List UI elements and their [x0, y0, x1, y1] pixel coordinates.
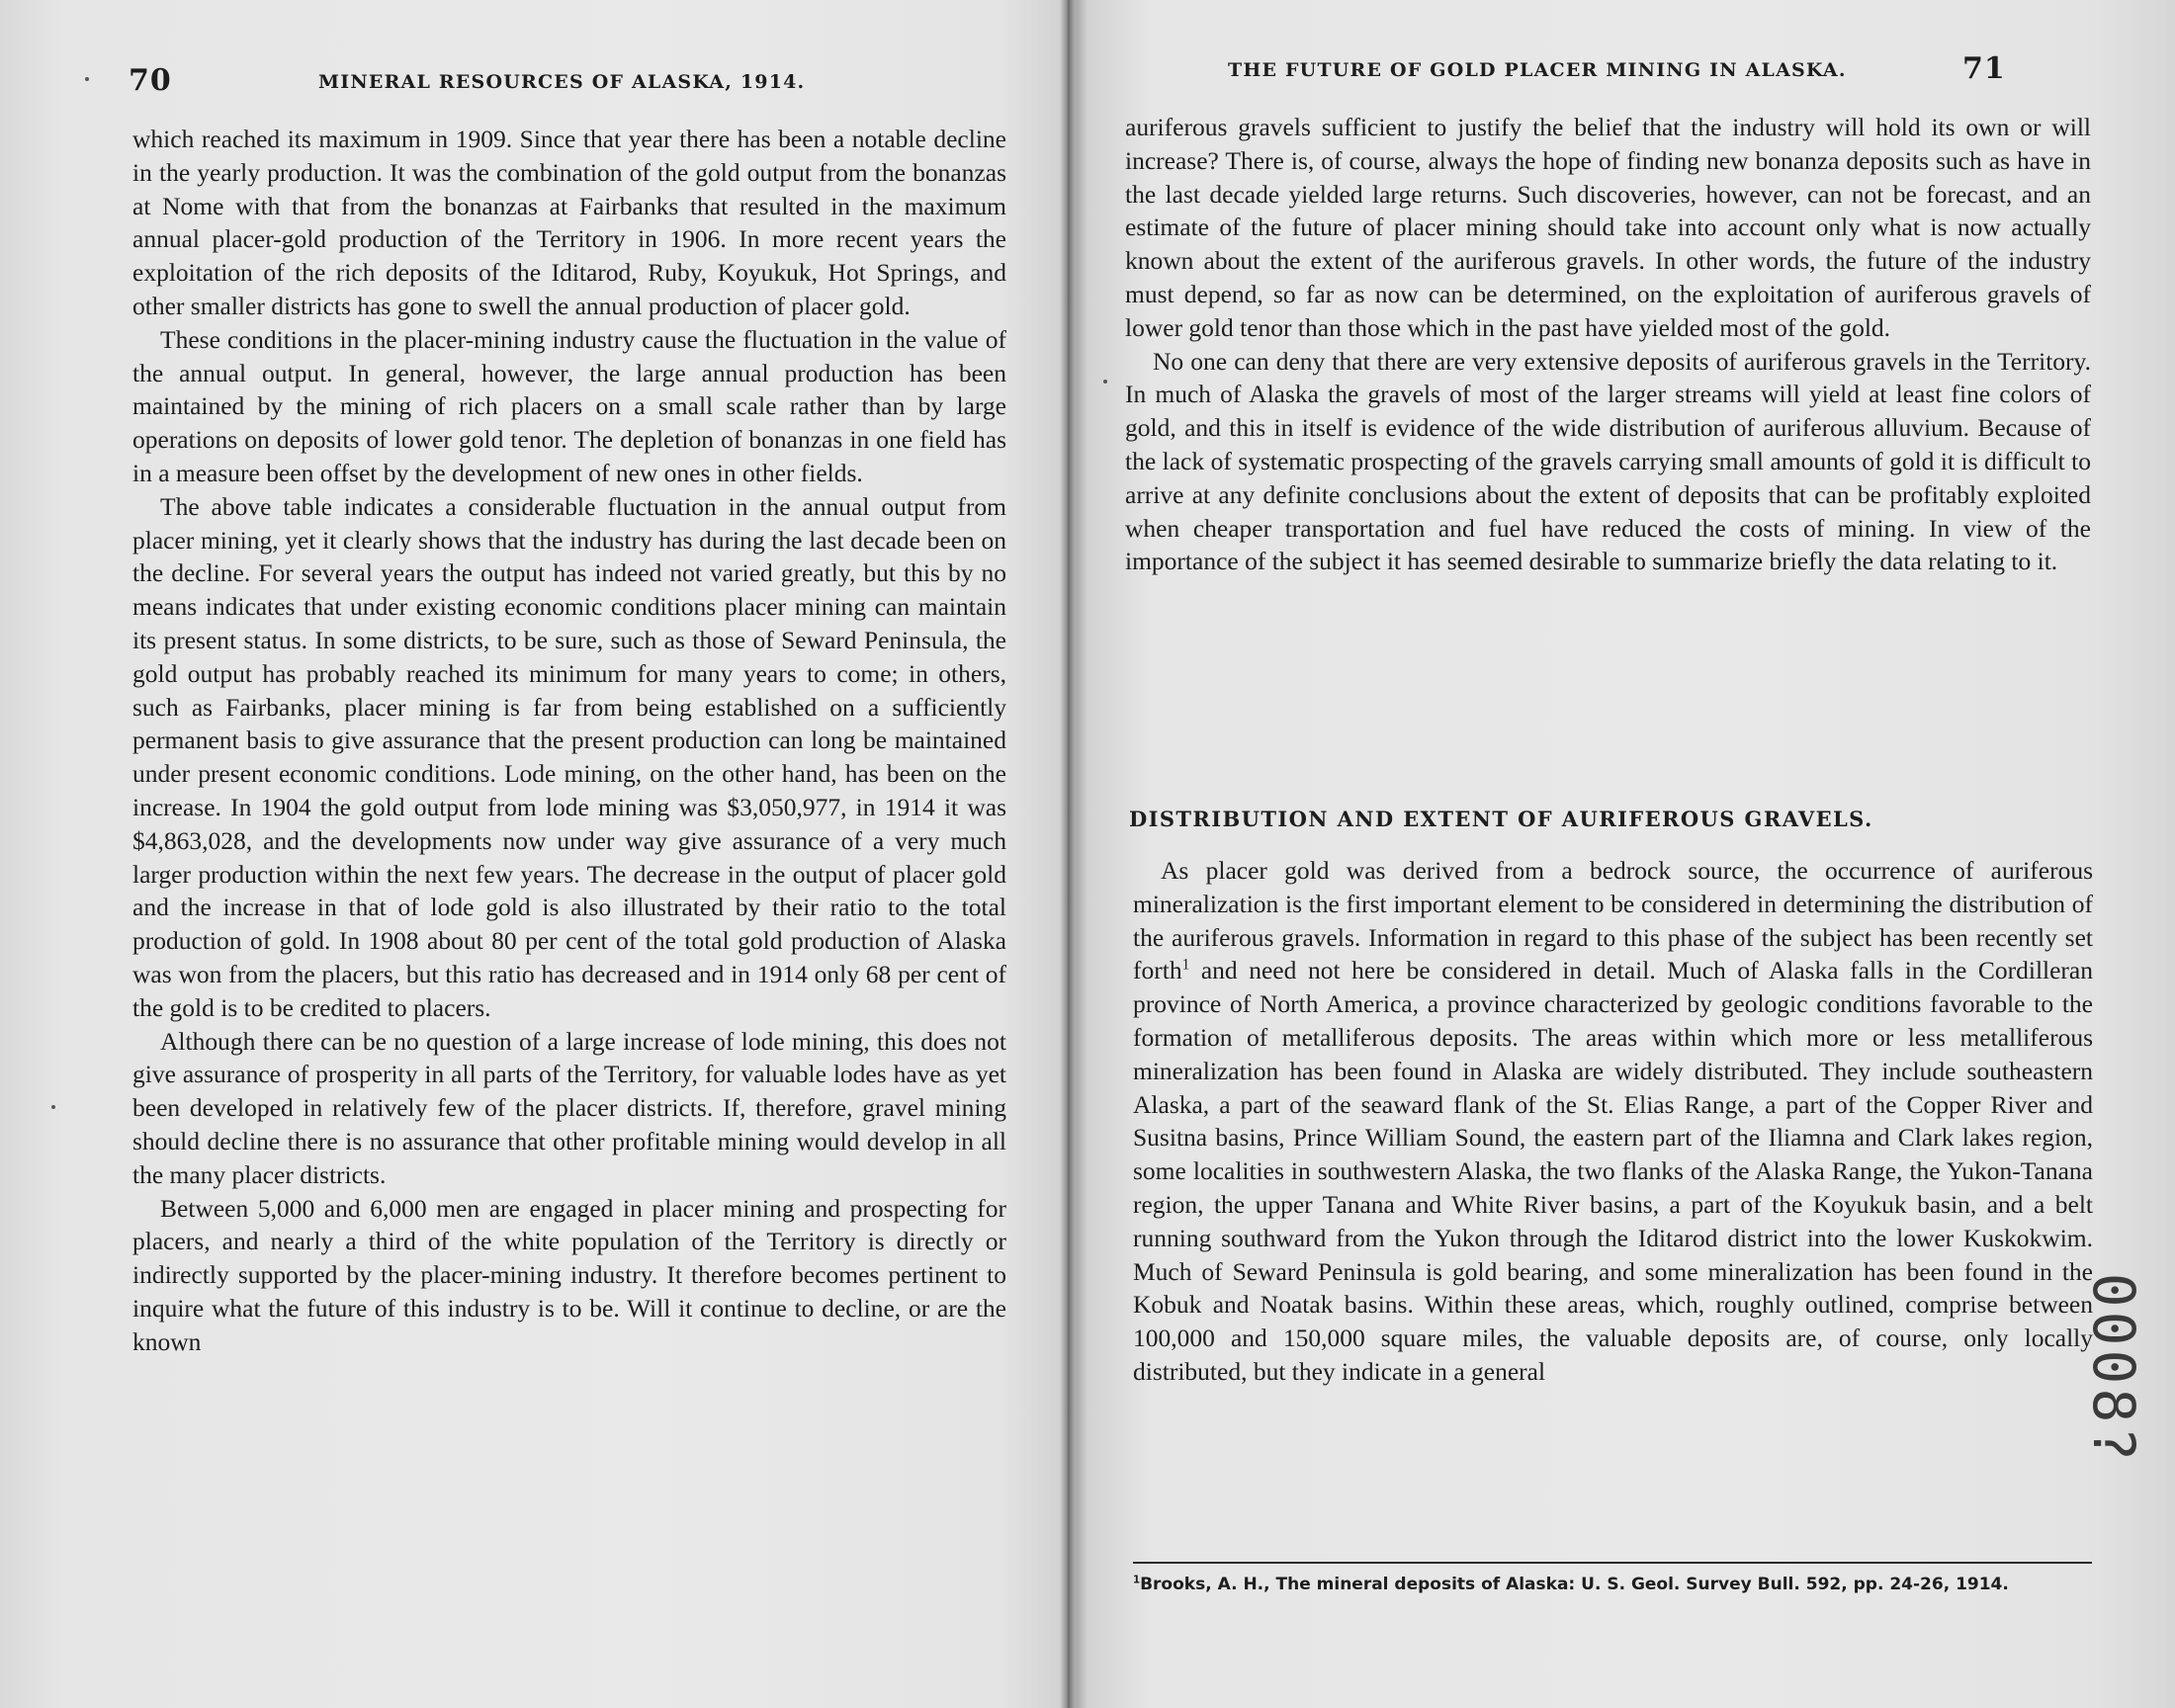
left-paragraph-5: Between 5,000 and 6,000 men are engaged in placer mining and prospecting for placers, and nearly a third of the white population of the Territory is directly or indirectly supported by the placer-mining industry. It therefore becomes pertinent to inquire what the future of this industry is to be. Will it continue to decline, or are the known: [132, 1193, 1006, 1356]
footnote-reference: 1: [1181, 956, 1190, 974]
right-paragraph-3: [1133, 854, 2093, 1389]
left-paragraph-2: These conditions in the placer-mining industry cause the fluctuation in the value of the annual output. In general, however, the large annual production has been maintained by the mining of rich placers on a small scale rather than by large operations on deposits of lower gold tenor. The depletion of bonanzas in one field has in a measure been offset by the development of new ones in other fields.: [132, 324, 1006, 487]
right-page: [1078, 0, 2175, 1708]
margin-stamp: [2069, 1255, 2158, 1483]
left-running-head: MINERAL RESOURCES OF ALASKA, 1914.: [318, 71, 806, 93]
left-page-number: 70: [129, 63, 172, 98]
right-paragraph-3-part-1: As placer gold was derived from a bedrock source, the occurrence of auriferous mineralization is the first important element to be considered in determining the distribution of the auriferous gravels. Information in regard to this phase of the subject has been recently set forth: [1133, 856, 2093, 985]
footnote: [1133, 1573, 2092, 1596]
paper-speck: [85, 77, 89, 81]
right-text-column-bottom: [1133, 854, 2093, 1389]
footnote-text: Brooks, A. H., The mineral deposits of Alaska: U. S. Geol. Survey Bull. 592, pp. 24-26, 1914.: [1140, 1575, 2009, 1594]
right-paragraph-2: No one can deny that there are very extensive deposits of auriferous gravels in the Territory. In much of Alaska the gravels of most of the larger streams will yield at least fine colors of gold, and this in itself is evidence of the wide distribution of auriferous alluvium. Because of the lack of systematic prospecting of the gravels carrying small amounts of gold it is difficult to arrive at any definite conclusions about the extent of deposits that can be profitably exploited when cheaper transportation and fuel have reduced the costs of mining. In view of the importance of the subject it has seemed desirable to summarize briefly the data relating to it.: [1125, 346, 2091, 576]
paper-speck: [1103, 380, 1107, 384]
right-paragraph-1: auriferous gravels sufficient to justify the belief that the industry will hold its own or will increase? There is, of course, always the hope of finding new bonanza deposits such as have in the last decade yielded large returns. Such discoveries, however, can not be forecast, and an estimate of the future of placer mining should take into account only what is now actually known about the extent of the auriferous gravels. In other words, the future of the industry must depend, so far as now can be determined, on the exploitation of auriferous gravels of lower gold tenor than those which in the past have yielded most of the gold.: [1125, 113, 2091, 342]
right-running-head: THE FUTURE OF GOLD PLACER MINING IN ALASKA.: [1228, 59, 1847, 81]
footnote-rule: [1133, 1562, 2092, 1564]
paper-speck: [51, 1105, 55, 1109]
right-paragraph-3-part-2: and need not here be considered in detail. Much of Alaska falls in the Cordilleran province of North America, a province characterized by geologic conditions favorable to the formation of metalliferous deposits. The areas within which more or less metalliferous mineralization has been found in Alaska are widely distributed. They include southeastern Alaska, a part of the seaward flank of the St. Elias Range, a part of the Copper River and Susitna basins, Prince William Sound, the eastern part of the Iliamna and Clark lakes region, some localities in southwestern Alaska, the two flanks of the Alaska Range, the Yukon-Tanana region, the upper Tanana and White River basins, a part of the Koyukuk basin, and a belt running southward from the Yukon through the Iditarod district into the lower Kuskokwim. Much of Seward Peninsula is gold bearing, and some mineralization has been found in the Kobuk and Noatak basins. Within these areas, which, roughly outlined, comprise between 100,000 and 150,000 square miles, the valuable deposits are, of course, only locally distributed, but they indicate in a general: [1133, 956, 2093, 1386]
margin-stamp-text: 0008?: [2080, 1272, 2147, 1466]
footnote-marker: 1: [1133, 1575, 1141, 1586]
left-paragraph-3: The above table indicates a considerable fluctuation in the annual output from placer mining, yet it clearly shows that the industry has during the last decade been on the decline. For several years the output has indeed not varied greatly, but this by no means indicates that under existing economic conditions placer mining can maintain its present status. In some districts, to be sure, such as those of Seward Peninsula, the gold output has probably reached its minimum for many years to come; in others, such as Fairbanks, placer mining is far from being established on a sufficiently permanent basis to give assurance that the present production can long be maintained under present economic conditions. Lode mining, on the other hand, has been on the increase. In 1904 the gold output from lode mining was $3,050,977, in 1914 it was $4,863,028, and the developments now under way give assurance of a very much larger production within the next few years. The decrease in the output of placer gold and the increase in that of lode gold is also illustrated by their ratio to the total production of gold. In 1908 about 80 per cent of the total gold production of Alaska was won from the placers, but this ratio has decreased and in 1914 only 68 per cent of the gold is to be credited to placers.: [132, 491, 1006, 1022]
right-text-column-top: [1125, 111, 2091, 578]
section-heading: DISTRIBUTION AND EXTENT OF AURIFEROUS GRAVELS.: [1129, 807, 1873, 831]
left-paragraph-4: Although there can be no question of a large increase of lode mining, this does not give assurance of prosperity in all parts of the Territory, for valuable lodes have as yet been developed in relatively few of the placer districts. If, therefore, gravel mining should decline there is no assurance that other profitable mining would develop in all the many placer districts.: [132, 1026, 1006, 1189]
left-text-column: [132, 123, 1006, 1358]
right-page-number: 71: [1962, 51, 2006, 86]
left-page: [0, 0, 1063, 1708]
left-paragraph-1: which reached its maximum in 1909. Since that year there has been a notable decline in the yearly production. It was the combination of the gold output from the bonanzas at Nome with that from the bonanzas at Fairbanks that resulted in the maximum annual placer-gold production of the Territory in 1906. In more recent years the exploitation of the rich deposits of the Iditarod, Ruby, Koyukuk, Hot Springs, and other smaller districts has gone to swell the annual production of placer gold.: [132, 125, 1006, 320]
